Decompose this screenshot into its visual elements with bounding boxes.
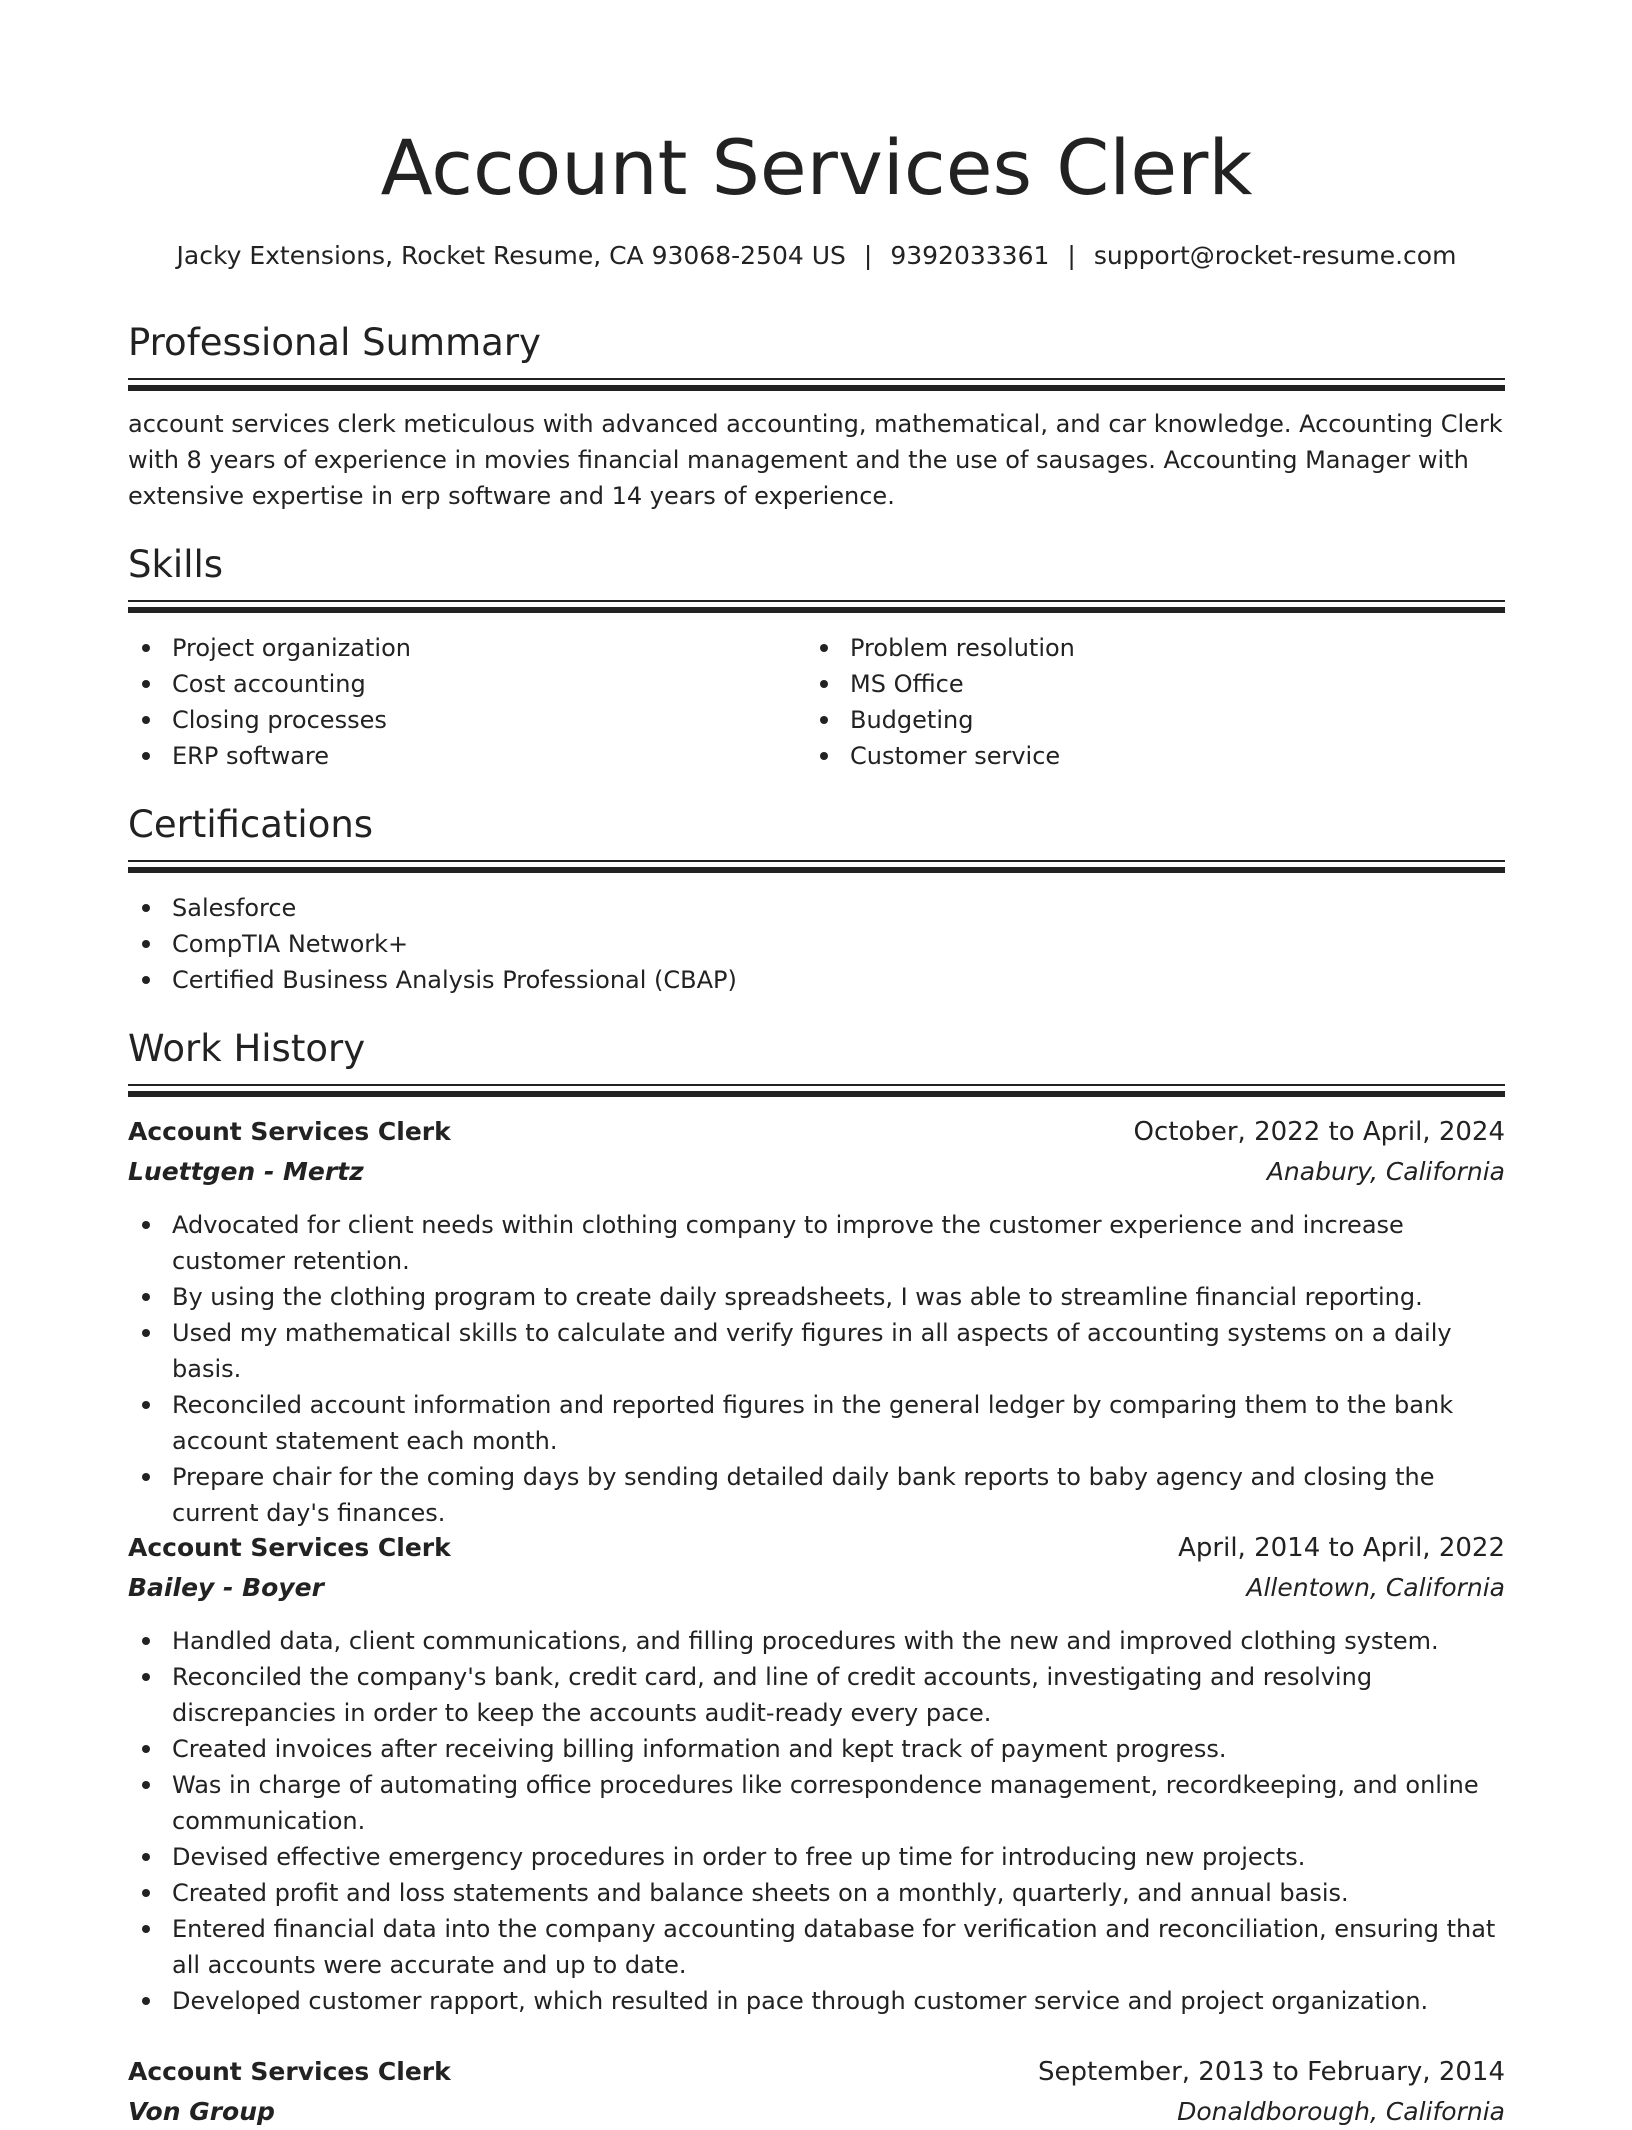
job-title: Account Services Clerk	[128, 1533, 451, 1562]
section-divider	[128, 1084, 1505, 1098]
job-dates: April, 2014 to April, 2022	[1178, 1533, 1505, 1563]
skills-heading: Skills	[128, 543, 224, 586]
job-location: Donaldborough, California	[1177, 2097, 1505, 2126]
list-item: MS Office	[850, 666, 1490, 702]
list-item: By using the clothing program to create daily spreadsheets, I was able to streamline financial reporting.	[172, 1279, 1505, 1315]
section-divider	[128, 860, 1505, 874]
certifications-heading: Certifications	[128, 803, 374, 846]
job-location: Anabury, California	[1266, 1157, 1505, 1186]
contact-address: Jacky Extensions, Rocket Resume, CA 93068-2504 US	[176, 241, 846, 270]
job-dates: September, 2013 to February, 2014	[1038, 2057, 1505, 2087]
job-location: Allentown, California	[1246, 1573, 1505, 1602]
list-item: Was in charge of automating office procedures like correspondence management, recordkeeping, and online communication.	[172, 1767, 1505, 1839]
contact-separator: |	[863, 241, 873, 270]
certifications-list	[128, 890, 1505, 998]
job-company: Von Group	[128, 2097, 275, 2126]
job-company: Luettgen - Mertz	[128, 1157, 364, 1186]
skills-list-left	[128, 630, 812, 774]
list-item: Used my mathematical skills to calculate and verify figures in all aspects of accounting systems on a daily basis.	[172, 1315, 1505, 1387]
job-title: Account Services Clerk	[128, 1117, 451, 1146]
list-item: Developed customer rapport, which resulted in pace through customer service and project organization.	[172, 1983, 1505, 2019]
section-divider	[128, 378, 1505, 392]
contact-line	[128, 238, 1505, 274]
list-item: CompTIA Network+	[172, 926, 1505, 962]
summary-text: account services clerk meticulous with advanced accounting, mathematical, and car knowledge. Accounting Clerk with 8 years of experience in movies financial management and the use of sausages. Accounting Manager with extensive expertise in erp software and 14 years of experience.	[128, 410, 1503, 510]
job-title: Account Services Clerk	[128, 2057, 451, 2086]
list-item: Devised effective emergency procedures in order to free up time for introducing new projects.	[172, 1839, 1505, 1875]
list-item: Entered financial data into the company accounting database for verification and reconciliation, ensuring that all accounts were accurate and up to date.	[172, 1911, 1505, 1983]
list-item: Customer service	[850, 738, 1490, 774]
list-item: Project organization	[172, 630, 812, 666]
list-item: Created invoices after receiving billing information and kept track of payment progress.	[172, 1731, 1505, 1767]
list-item: Certified Business Analysis Professional (CBAP)	[172, 962, 1505, 998]
section-divider	[128, 600, 1505, 614]
list-item: Created profit and loss statements and balance sheets on a monthly, quarterly, and annual basis.	[172, 1875, 1505, 1911]
job-bullets	[128, 1623, 1505, 2019]
job-company: Bailey - Boyer	[128, 1573, 324, 1602]
job-bullets	[128, 1207, 1505, 1531]
job-dates: October, 2022 to April, 2024	[1133, 1117, 1505, 1147]
list-item: Handled data, client communications, and filling procedures with the new and improved clothing system.	[172, 1623, 1505, 1659]
list-item: Closing processes	[172, 702, 812, 738]
list-item: Advocated for client needs within clothing company to improve the customer experience and increase customer retention.	[172, 1207, 1505, 1279]
contact-email[interactable]: support@rocket-resume.com	[1093, 241, 1457, 270]
work-history-heading: Work History	[128, 1027, 366, 1070]
list-item: ERP software	[172, 738, 812, 774]
resume-title: Account Services Clerk	[380, 123, 1253, 212]
list-item: Salesforce	[172, 890, 1505, 926]
list-item: Reconciled the company's bank, credit card, and line of credit accounts, investigating and resolving discrepancies in order to keep the accounts audit-ready every pace.	[172, 1659, 1505, 1731]
contact-phone: 9392033361	[890, 241, 1050, 270]
list-item: Prepare chair for the coming days by sending detailed daily bank reports to baby agency and closing the current day's finances.	[172, 1459, 1505, 1531]
contact-separator: |	[1067, 241, 1076, 270]
summary-heading: Professional Summary	[128, 321, 541, 364]
list-item: Budgeting	[850, 702, 1490, 738]
list-item: Cost accounting	[172, 666, 812, 702]
list-item: Reconciled account information and reported figures in the general ledger by comparing them to the bank account statement each month.	[172, 1387, 1505, 1459]
list-item: Problem resolution	[850, 630, 1490, 666]
skills-list-right	[806, 630, 1490, 774]
